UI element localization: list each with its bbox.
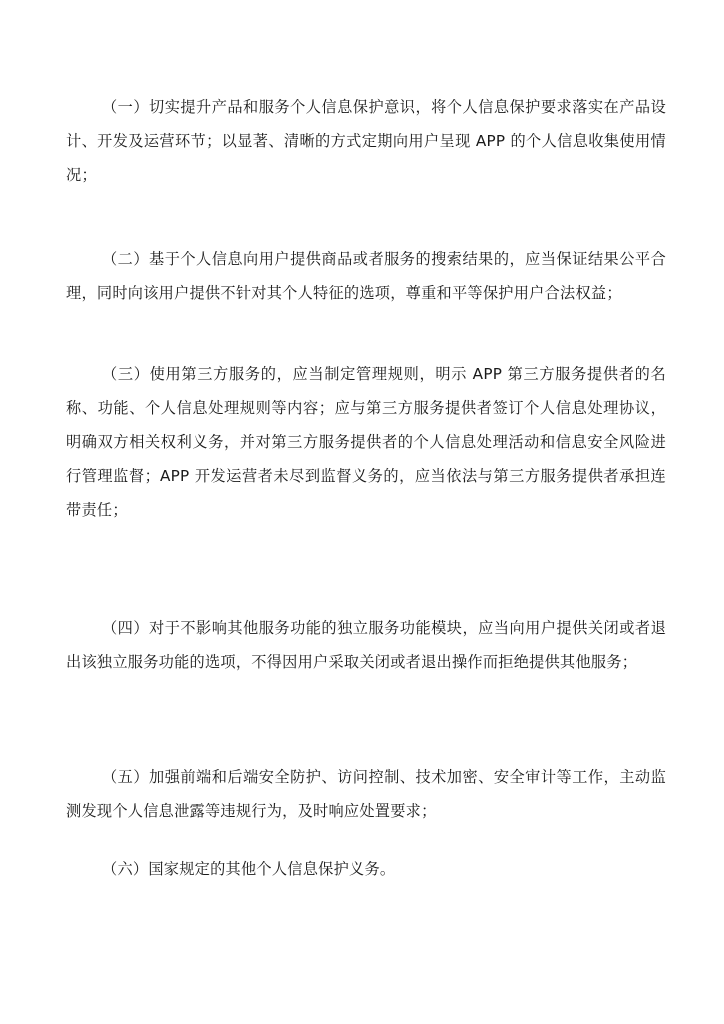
paragraph-item-4: （四）对于不影响其他服务功能的独立服务功能模块，应当向用户提供关闭或者退出该独立服务功能的选项，不得因用户采取关闭或者退出操作而拒绝提供其他服务；	[66, 619, 666, 671]
paragraph-item-6: （六）国家规定的其他个人信息保护义务。	[102, 860, 396, 878]
paragraph-item-2: （二）基于个人信息向用户提供商品或者服务的搜索结果的，应当保证结果公平合理，同时向该用户提供不针对其个人特征的选项，尊重和平等保护用户合法权益；	[66, 250, 666, 302]
paragraph-item-1: （一）切实提升产品和服务个人信息保护意识，将个人信息保护要求落实在产品设计、开发及运营环节；以显著、清晰的方式定期向用户呈现 APP 的个人信息收集使用情况；	[66, 98, 666, 184]
paragraph-item-5: （五）加强前端和后端安全防护、访问控制、技术加密、安全审计等工作，主动监测发现个人信息泄露等违规行为，及时响应处置要求；	[66, 768, 666, 820]
paragraph-item-3: （三）使用第三方服务的，应当制定管理规则，明示 APP 第三方服务提供者的名称、功能、个人信息处理规则等内容；应与第三方服务提供者签订个人信息处理协议，明确双方相关权利义务，并对第三方服务提供者的个人信息处理活动和信息安全风险进行管理监督；APP 开发运营者未尽到监督义务的，应当依法与第三方服务提供者承担连带责任；	[66, 365, 666, 519]
